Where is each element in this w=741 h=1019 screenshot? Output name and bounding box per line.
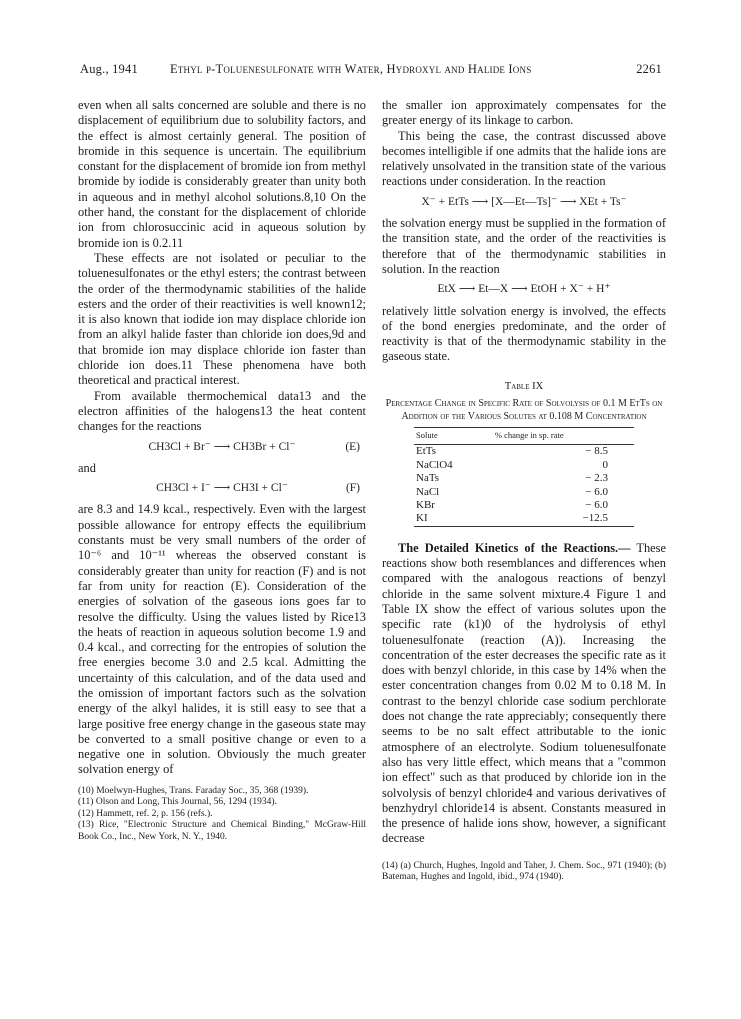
- paragraph: From available thermochemical data13 and the electron affinities of the halogens13 the heat content changes for the reactions: [78, 388, 366, 434]
- paragraph: are 8.3 and 14.9 kcal., respectively. Even with the largest possible allowance for entropy effects the equilibrium constants must be very small numbers of the order of 10⁻⁶ and 10⁻¹¹ whereas the observed constant is considerably greater than unity for reaction (F) and is not far from unity for reaction (E). Consideration of the energies of solvation of the gaseous ions goes far to resolve the difficulty. Using the values listed by Rice13 the heats of reaction in aqueous solution become 1.9 and 0.4 kcal., and correcting for the entropies of solution the free energies become 3.0 and 2.5 kcal. Admitting the uncertainty of this calculation, and of the data used and the omission of important factors such as the solvation energy of the alkyl halides, it is still easy to see that a large positive free energy change in the gaseous state may be converted to a small positive change or even to a negative one in solution. Obviously the much greater solvation energy of: [78, 502, 366, 777]
- footnote: (11) Olson and Long, This Journal, 56, 1294 (1934).: [78, 797, 277, 808]
- table-header-row: [414, 428, 634, 445]
- paragraph-kinetics: [382, 541, 666, 847]
- header-date: Aug., 1941: [80, 62, 138, 76]
- table-row: [414, 499, 634, 512]
- footnote: (14) (a) Church, Hughes, Ingold and Taher, J. Chem. Soc., 971 (1940); (b) Bateman, Hughes and Ingold, ibid., 974 (1940).: [382, 860, 666, 883]
- paragraph: even when all salts concerned are soluble and there is no displacement of equilibrium due to solubility factors, and the effect is almost certainly general. The position of bromide in this sequence is uncertain. The equilibrium constant for the displacement of bromide ion from methyl bromide by iodide is considerably greater than unity both in aqueous and in methyl alcohol solutions.8,10 On the other hand, the constant for the displacement of chloride ion from chlorosuccinic acid in aqueous solution by bromide ion is 0.2.11: [78, 98, 366, 250]
- paragraph: These effects are not isolated or peculiar to the toluenesulfonates or the ethyl esters; the contrast between the order of the thermodynamic stabilities of the halide esters and the order of their reactivities is well known12; it is also known that iodide ion may displace chloride ion from an alkyl halide faster than chloride ion does,9d and that bromide ion may displace chloride ion faster than chloride ion does.11 These phenomena have both theoretical and practical interest.: [78, 250, 366, 388]
- solute-cell: KI: [414, 512, 493, 526]
- table-title: Table IX: [504, 380, 544, 392]
- equation-tag: (E): [345, 440, 360, 453]
- equation-text: CH3Cl + I⁻ ⟶ CH3I + Cl⁻: [156, 482, 288, 495]
- paragraph: the smaller ion approximately compensates for the greater energy of its linkage to carbon.: [382, 98, 666, 128]
- right-column: [382, 98, 666, 884]
- solute-cell: KBr: [416, 498, 435, 511]
- footnotes: [78, 786, 366, 844]
- column-header-solute: Solute: [414, 428, 493, 445]
- table-row: [414, 459, 634, 472]
- change-cell: − 2.3: [585, 472, 608, 485]
- section-heading: The Detailed Kinetics of the Reactions.—: [398, 540, 631, 555]
- change-cell: − 6.0: [585, 498, 608, 511]
- solvolysis-table: [414, 427, 634, 527]
- solute-cell: NaTs: [416, 472, 440, 485]
- footnote: (12) Hammett, ref. 2, p. 156 (refs.).: [78, 808, 213, 819]
- paragraph: This being the case, the contrast discussed above becomes intelligible if one admits that the halide ions are relatively unsolvated in the transition state of the various reactions under consideration. In the reaction: [382, 128, 666, 189]
- equation-text: CH3Cl + Br⁻ ⟶ CH3Br + Cl⁻: [148, 440, 296, 453]
- solute-cell: EtTs: [416, 445, 437, 458]
- table-row: [414, 445, 634, 459]
- table-row: [414, 472, 634, 485]
- solute-cell: NaClO4: [416, 458, 453, 471]
- header-title: Ethyl p-Toluenesulfonate with Water, Hydroxyl and Halide Ions: [170, 62, 532, 76]
- change-cell: − 8.5: [585, 445, 608, 458]
- change-cell: − 6.0: [585, 485, 608, 498]
- table-row: [414, 486, 634, 499]
- equation-e: [78, 440, 366, 455]
- change-cell: −12.5: [493, 512, 634, 526]
- equation-f: [78, 481, 366, 496]
- header-page-number: 2261: [636, 62, 662, 76]
- paragraph: the solvation energy must be supplied in the formation of the transition state, and the order of the reactivities is therefore that of the thermodynamic stabilities in solution. In the reaction: [382, 216, 666, 276]
- footnote: (10) Moelwyn-Hughes, Trans. Faraday Soc., 35, 368 (1939).: [78, 785, 309, 796]
- footnote: (13) Rice, "Electronic Structure and Chemical Binding," McGraw-Hill Book Co., Inc., New York, N. Y., 1940.: [78, 820, 366, 842]
- paragraph-text: These reactions show both resemblances and differences when compared with the analogous reactions of benzyl chloride in the same solvent mixture.4 Figure 1 and Table IX show the effect of various solutes upon the specific rate (k1)0 of the hydrolysis of ethyl toluenesulfonate (reaction (A)). Increasing the concentration of the ester decreases the specific rate as it does with benzyl chloride, in this case by 14% when the ester concentration changes from 0.02 M to 0.18 M. In contrast to the benzyl chloride case sodium perchlorate does not change the rate appreciably; consequently there seems to be no salt effect attributable to the ionic atmosphere of an electrolyte. Sodium toluenesulfonate also has very little effect, which means that a "common ion effect" such as that produced by chloride ion in the solvolysis of benzyl chloride4 and various derivatives of benzhydryl chloride14 is absent. Constants measured in the presence of halide ions show, however, a significant decrease: [382, 540, 667, 846]
- running-header: [80, 62, 662, 80]
- column-header-change: % change in sp. rate: [493, 428, 634, 445]
- solute-cell: NaCl: [416, 485, 440, 498]
- equation-tag: (F): [345, 482, 360, 495]
- table-caption: Percentage Change in Specific Rate of Solvolysis of 0.1 M EtTs on Addition of the Various Solutes at 0.108 M Concentration: [385, 398, 663, 422]
- change-cell: 0: [602, 458, 608, 471]
- equation-1: X⁻ + EtTs ⟶ [X—Et—Ts]⁻ ⟶ XEt + Ts⁻: [421, 195, 627, 208]
- paragraph: relatively little solvation energy is involved, the effects of the bond energies predominate, and the order of reactivity is that of the thermodynamic stability in the gaseous state.: [382, 303, 666, 364]
- table-row: [414, 512, 634, 526]
- left-column: [78, 98, 366, 843]
- equation-2: EtX ⟶ Et—X ⟶ EtOH + X⁻ + H⁺: [437, 283, 611, 296]
- conjunction: and: [78, 460, 96, 475]
